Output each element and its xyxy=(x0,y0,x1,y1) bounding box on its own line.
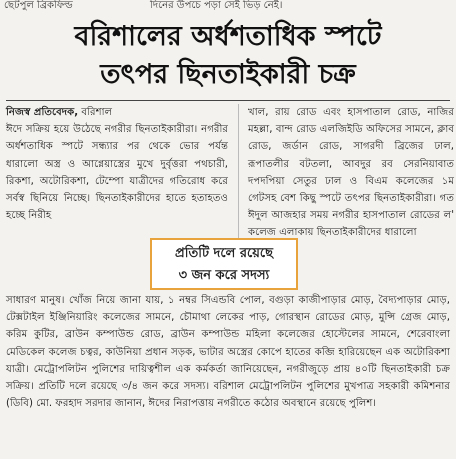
article-headline xyxy=(0,18,456,94)
pullquote-line-1: প্রতিটি দলে রয়েছে xyxy=(175,246,273,261)
bottom-text: সাধারণ মানুষ। খোঁজ নিয়ে জানা যায়, ১ নম্বর সিএন্ডবি পোল, বগুড়া কাজীপাড়ার মোড়, বৈদ্যপাড়ার মোড়, টেক্সটাইল ইঞ্জিনিয়ারিং কলেজের সামনে, চৌমাথা লেকের পাড়, গোরস্থান রোডের মোড়, মুন্সি গ্রেজ মোড়, করিম কুটির, ব্রাউন কম্পাউন্ড রোড, ব্রাউন কম্পাউন্ড মহিলা কলেজের হোস্টেলের সামনে, শেরেবাংলা মেডিকেল কলেজ চত্বর, কাউনিয়া প্রধান সড়ক, ভাটার অস্ত্রের কোপে হাতের কব্জি হারিয়েছেন এক অটোরিকশা যাত্রী। মেট্রোপলিটন পুলিশের দায়িত্বশীল এক কর্মকর্তা জানিয়েছেন, নগরীজুড়ে প্রায় ৪০টি ছিনতাইকারী চক্র সক্রিয়। প্রতিটি দলে রয়েছে ৩/৪ জন করে সদস্য। বরিশাল মেট্রোপলিটন পুলিশের মুখপাত্র সহকারী কমিশনার (ডিবি) মো. ফরহাদ সরদার জানান, ঈদের নিরাপত্তায় নগরীতে কঠোর অবস্থানে রয়েছে পুলিশ। xyxy=(6,295,450,410)
right-column xyxy=(248,104,454,242)
bottom-text-block xyxy=(6,292,450,412)
left-column-text: ঈদে সক্রিয় হয়ে উঠেছে নগরীর ছিনতাইকারীরা। নগরীর অর্ধশতাধিক স্পটে সন্ধ্যার পর থেকে ভোর পর্যন্ত ধারালো অস্ত্র ও আগ্নেয়াস্ত্রের মুখে দুর্বৃত্তরা পথচারী, রিকশা, অটোরিকশা, টেম্পো যাত্রীদের গতিরোধ করে সর্বস্ব ছিনিয়ে নিচ্ছে। ছিনতাইকারীদের হাতে হতাহতও হচ্ছে নিরীহ xyxy=(6,124,228,222)
headline-line-1: বরিশালের অর্ধশতাধিক স্পটে xyxy=(74,21,382,52)
pullquote-box xyxy=(150,238,298,290)
byline: নিজস্ব প্রতিবেদক, xyxy=(6,107,79,118)
headline-line-2: তৎপর ছিনতাইকারী চক্র xyxy=(100,59,356,90)
top-strip-right-text: দিনের উপচে পড়া সেই ভিড় নেই। xyxy=(150,0,283,11)
pullquote-line-2: ৩ জন করে সদস্য xyxy=(178,268,270,283)
left-column xyxy=(6,104,228,224)
dateline: বরিশাল xyxy=(78,107,113,118)
top-strip-left-text: ছেটপুল ব্রিকফিল্ড xyxy=(4,0,73,11)
headline-rule xyxy=(6,100,450,101)
top-strip-prev-article xyxy=(0,0,456,14)
right-column-text: খাল, রায় রোড এবং হাসপাতাল রোড, নাজির মহল্লা, বান্দ রোড এলজিইডি অফিসের সামনে, ক্লাব রোড, জর্ডান রোড, সাগরদী ব্রিজের ঢাল, রূপাতলীর বটতলা, আবদুর রব সেরনিয়াবাত দপদপিয়া সেতুর ঢাল ও বিএম কলেজের ১ম গেটসহ বেশ কিছু স্পটে তৎপর ছিনতাইকারীরা। গত ঈদুল আজহার সময় নগরীর হাসপাতাল রোডের ল' কলেজ এলাকায় ছিনতাইকারীদের ধারালো xyxy=(248,107,454,239)
